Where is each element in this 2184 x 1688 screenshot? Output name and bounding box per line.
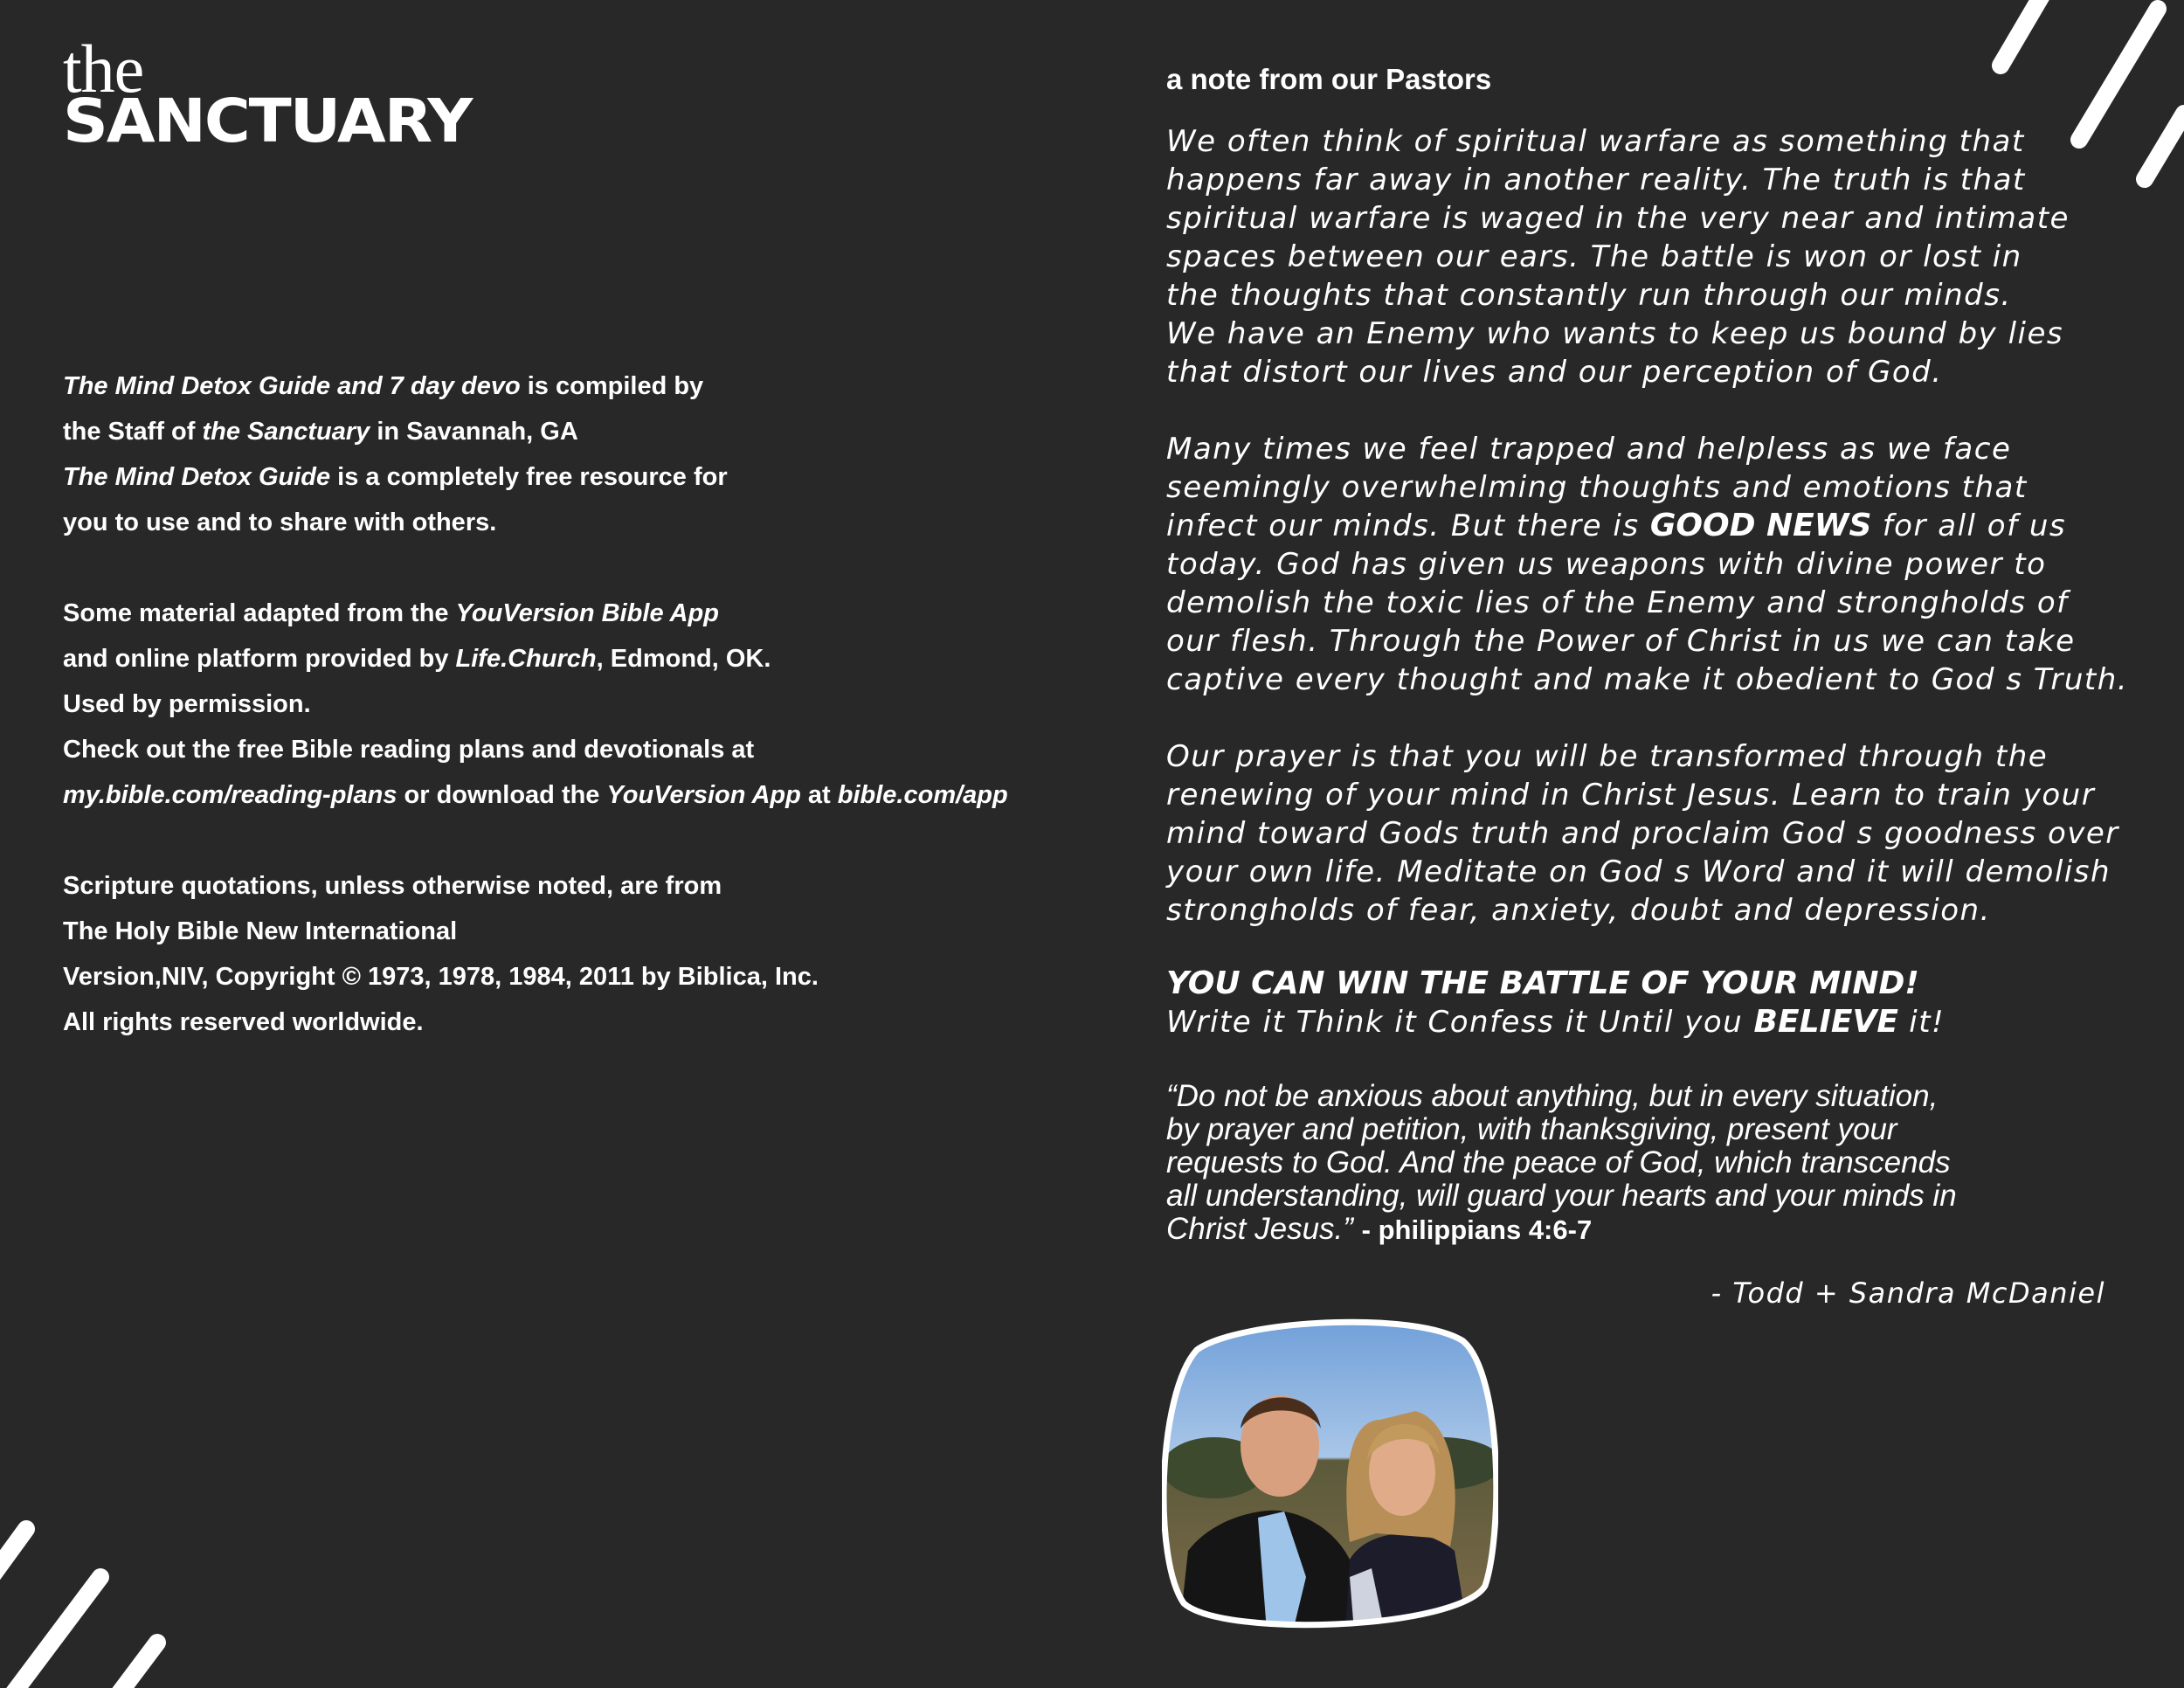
note-line: seemingly overwhelming thoughts and emotions that [1166,470,2028,505]
credits-text: YouVersion Bible App [455,599,719,627]
credits-text: is compiled by [520,372,704,400]
credits-text: YouVersion App [606,781,801,809]
pastors-note [1166,63,2145,1310]
quote-text: Christ Jesus.” [1166,1212,1362,1246]
write-it-line [1166,1003,2145,1041]
note-text: infect our minds. But there is [1166,508,1650,543]
quote-line: by prayer and petition, with thanksgiving, present your [1166,1112,1897,1146]
decorative-stripes-bottom-left [0,1512,175,1688]
credits-text: Life.Church [455,645,597,673]
note-line: your own life. Meditate on God s Word and it will demolish [1166,854,2111,889]
credits-line [63,772,1094,818]
logo-the: the [63,31,144,107]
note-paragraph-1 [1166,122,2145,391]
credits-line [63,363,1094,409]
credits-line: All rights reserved worldwide. [63,1008,424,1036]
note-line: Our prayer is that you will be transformed through the [1166,739,2049,774]
scripture-reference: - philippians 4:6-7 [1361,1214,1593,1245]
quote-line [1166,1213,2057,1247]
note-line: today. God has given us weapons with divine power to [1166,547,2047,582]
sanctuary-logo [63,31,472,156]
credits-line: Used by permission. [63,690,311,718]
credits-line: Scripture quotations, unless otherwise noted, are from [63,872,722,900]
credits-text: is a completely free resource for [330,463,728,491]
credits-block [63,363,1094,1045]
credits-text: The Mind Detox Guide and 7 day devo [63,372,521,400]
credits-text: , Edmond, OK. [596,645,771,673]
credits-text: and online platform provided by [63,645,456,673]
note-line: happens far away in another reality. The truth is that [1166,163,2026,197]
credits-line: you to use and to share with others. [63,508,497,536]
note-line: captive every thought and make it obedient to God s Truth. [1166,662,2129,697]
credits-line [63,454,1094,500]
scripture-quote [1166,1080,2145,1247]
app-link: bible.com/app [837,781,1008,809]
credits-line [63,591,1094,636]
note-line: that distort our lives and our perception of God. [1166,355,1943,390]
note-text: it! [1897,1005,1946,1040]
note-paragraph-2 [1166,430,2145,699]
battle-heading: YOU CAN WIN THE BATTLE OF YOUR MIND! [1166,965,1919,1001]
believe-text: BELIEVE [1753,1004,1898,1040]
credits-text: or download the [397,781,607,809]
note-line: We have an Enemy who wants to keep us bound by lies [1166,316,2064,351]
note-line: strongholds of fear, anxiety, doubt and depression. [1166,893,1991,928]
credits-line [63,409,1094,454]
quote-line: “Do not be anxious about anything, but in every situation, [1166,1079,1939,1113]
credits-text: in Savannah, GA [370,418,578,446]
note-title: a note from our Pastors [1166,63,1492,95]
note-line: our flesh. Through the Power of Christ in us we can take [1166,624,2076,659]
note-line: spiritual warfare is waged in the very near and intimate [1166,201,2070,236]
quote-line: all understanding, will guard your hearts and your minds in [1166,1179,1957,1213]
note-line: spaces between our ears. The battle is won or lost in [1166,239,2022,274]
note-line: the thoughts that constantly run through our minds. [1166,278,2012,313]
note-text: for all of us [1871,508,2067,543]
credits-text: The Mind Detox Guide [63,463,331,491]
credits-text: at [800,781,838,809]
quote-line: requests to God. And the peace of God, which transcends [1166,1145,1951,1180]
credits-text: Some material adapted from the [63,599,456,627]
note-line: renewing of your mind in Christ Jesus. Learn to train your [1166,778,2096,813]
note-text: Write it Think it Confess it Until you [1166,1005,1754,1040]
note-paragraph-3 [1166,737,2145,930]
good-news-text: GOOD NEWS [1649,508,1872,543]
note-line [1166,507,2145,545]
pastors-photo [1162,1315,1498,1631]
note-line: demolish the toxic lies of the Enemy and strongholds of [1166,585,2069,620]
note-line: Many times we feel trapped and helpless as we face [1166,432,2012,467]
note-line: mind toward Gods truth and proclaim God s goodness over [1166,816,2119,851]
credits-line: The Holy Bible New International [63,917,458,945]
note-line: We often think of spiritual warfare as something that [1166,124,2025,159]
pastors-signature: - Todd + Sandra McDaniel [1711,1276,2105,1310]
logo-sanctuary: SANCTUARY [63,86,472,156]
credits-line: Check out the free Bible reading plans and devotionals at [63,736,755,764]
credits-text: the Staff of [63,418,203,446]
reading-plans-link: my.bible.com/reading-plans [63,781,397,809]
credits-text: the Sanctuary [202,418,370,446]
credits-line: Version,NIV, Copyright © 1973, 1978, 1984, 2011 by Biblica, Inc. [63,963,819,991]
credits-line [63,636,1094,681]
